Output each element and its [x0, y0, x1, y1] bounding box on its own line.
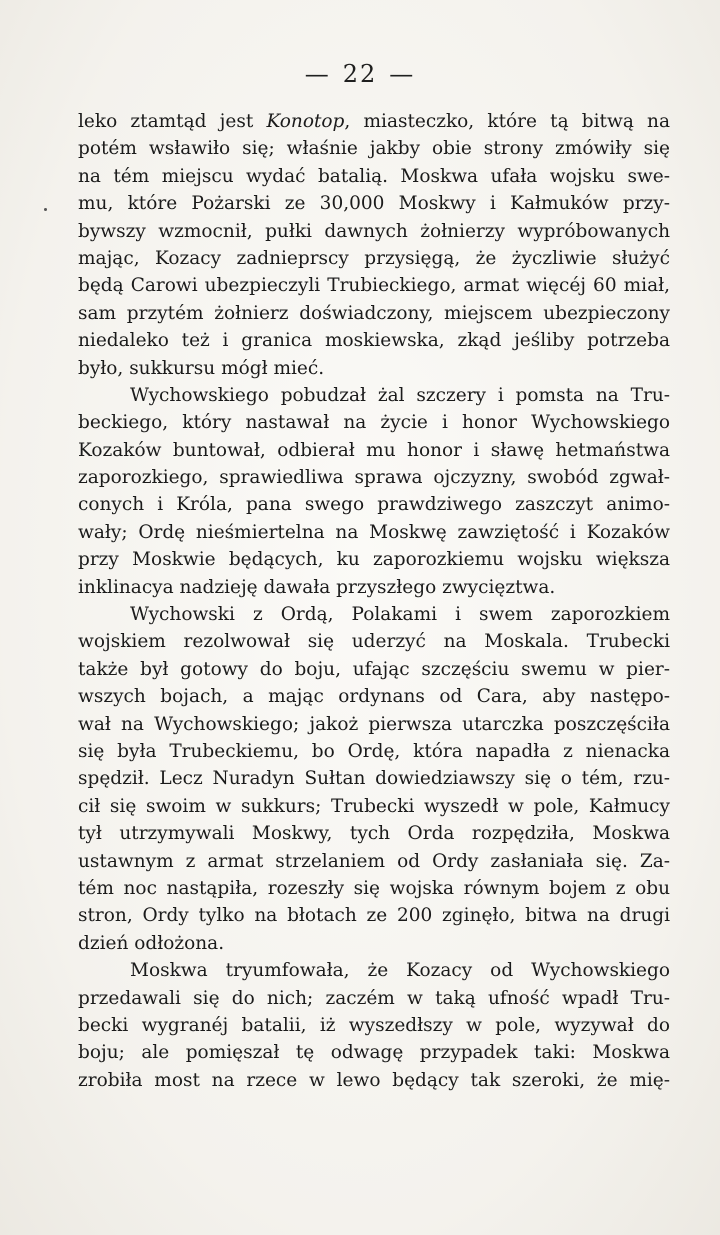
text-line: boju; ale pomięszał tę odwagę przypadek taki: Moskwa [78, 1042, 670, 1064]
text-line: spędził. Lecz Nuradyn Sułtan dowiedziawszy się o tém, rzu- [78, 768, 670, 790]
text-line: wał na Wychowskiego; jakoż pierwsza utarczka poszczęściła [78, 713, 670, 735]
text-line: bywszy wzmocnił, pułki dawnych żołnierzy wypróbowanych [78, 220, 670, 242]
paragraph-start-line: Moskwa tryumfowała, że Kozacy od Wychowskiego [130, 960, 670, 982]
text-line: stron, Ordy tylko na błotach ze 200 zginęło, bitwa na drugi [78, 905, 670, 927]
text-line: będą Carowi ubezpieczyli Trubieckiego, armat więcéj 60 miał, [78, 275, 670, 297]
text-line: beckiego, który nastawał na życie i honor Wychowskiego [78, 412, 670, 434]
paragraph-end-line: dzień odłożona. [78, 932, 225, 954]
text-line: ustawnym z armat strzelaniem od Ordy zasłaniała się. Za- [78, 850, 670, 872]
text-line: leko ztamtąd jest Konotop, miasteczko, które tą bitwą na [78, 111, 670, 132]
text-line: zaporozkiego, sprawiedliwa sprawa ojczyzny, swobód zgwał- [78, 467, 670, 489]
text-line: wszych bojach, a mając ordynans od Cara, aby następo- [78, 686, 670, 708]
header-dash-left: — [304, 60, 331, 88]
text-line: zrobiła most na rzece w lewo będący tak szeroki, że mię- [78, 1069, 670, 1091]
text-line: potém wsławiło się; właśnie jakby obie strony zmówiły się [78, 138, 670, 160]
paragraph-end-line: było, sukkursu mógł mieć. [78, 357, 325, 379]
margin-speck [44, 208, 47, 211]
header-dash-right: — [389, 60, 416, 88]
page-number-header [0, 60, 720, 88]
place-name-konotop: Konotop [266, 111, 345, 132]
text-line: także był gotowy do boju, ufając szczęściu swemu w pier- [78, 658, 670, 680]
text-line: conych i Króla, pana swego prawdziwego zaszczyt animo- [78, 494, 670, 516]
text-line: tém noc nastąpiła, rozeszły się wojska równym bojem z obu [78, 877, 670, 899]
text-line: wały; Ordę nieśmiertelna na Moskwę zawziętość i Kozaków [78, 521, 670, 543]
text-line: mając, Kozacy zadnieprscy przysięgą, że życzliwie służyć [78, 247, 670, 269]
text-line: niedaleko też i granica moskiewska, zkąd jeśliby potrzeba [78, 330, 670, 352]
paragraph-start-line: Wychowski z Ordą, Polakami i swem zaporozkiem [130, 604, 670, 626]
text-line: na tém miejscu wydać batalią. Moskwa ufała wojsku swe- [78, 165, 670, 187]
page-number: 22 [342, 60, 378, 88]
text-line: wojskiem rezolwował się uderzyć na Moskala. Trubecki [78, 631, 670, 653]
paragraph-start-line: Wychowskiego pobudzał żal szczery i pomsta na Tru- [130, 384, 670, 406]
text-line: tył utrzymywali Moskwy, tych Orda rozpędziła, Moskwa [78, 823, 670, 845]
text-line: sam przytém żołnierz doświadczony, miejscem ubezpieczony [78, 302, 670, 324]
text-line: przedawali się do nich; zaczém w taką ufność wpadł Tru- [78, 987, 670, 1009]
text-line: przy Moskwie będących, ku zaporozkiemu wojsku większa [78, 549, 670, 571]
text-line: się była Trubeckiemu, bo Ordę, która napadła z nienacka [78, 740, 670, 762]
text-line: Kozaków buntował, odbierał mu honor i sławę hetmaństwa [78, 439, 670, 461]
text-line: mu, które Pożarski ze 30,000 Moskwy i Kałmuków przy- [78, 193, 670, 215]
text-line: becki wygranéj batalii, iż wyszedłszy w pole, wyzywał do [78, 1014, 670, 1036]
text-line: cił się swoim w sukkurs; Trubecki wyszedł w pole, Kałmucy [78, 795, 670, 817]
body-text [78, 108, 670, 1094]
paragraph-end-line: inklinacya nadzieję dawała przyszłego zwycięztwa. [78, 576, 556, 598]
